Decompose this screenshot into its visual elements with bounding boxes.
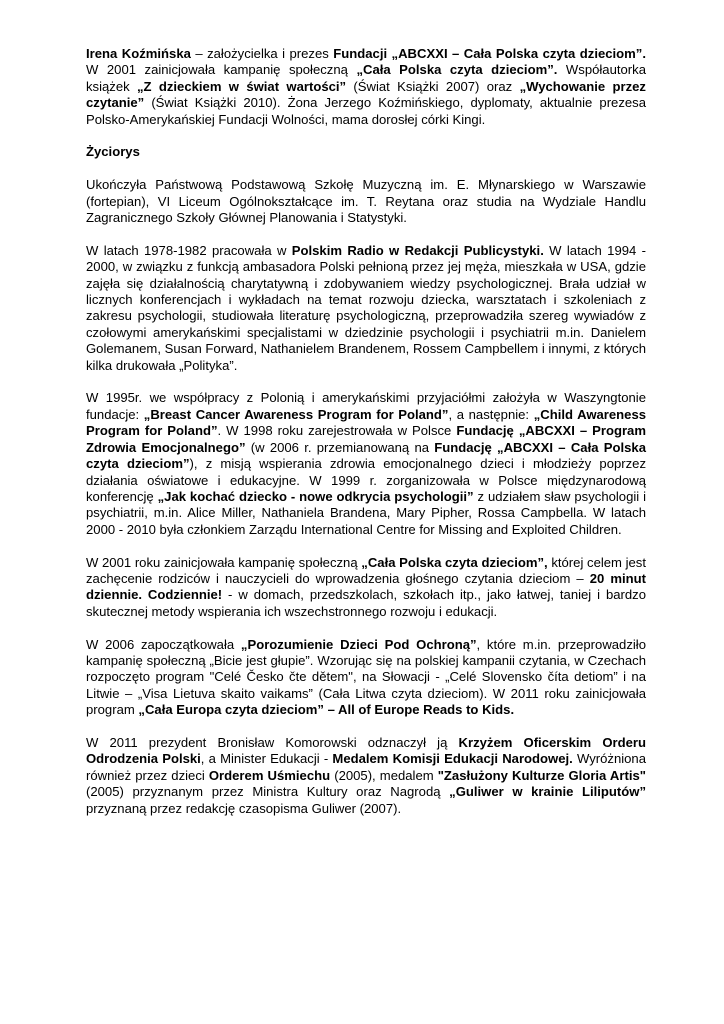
text-run: Ukończyła Państwową Podstawową Szkołę Muzyczną im. E. Młynarskiego w Warszawie (fortepian), VI Liceum Ogólnokształcące im. T. Reytana oraz studia na Wydziale Handlu Zagranicznego Szkoły Głównej Planowania i Statystyki. bbox=[86, 177, 646, 226]
paragraph-radio-usa bbox=[86, 243, 646, 374]
paragraph-foundations bbox=[86, 390, 646, 538]
section-heading: Życiorys bbox=[86, 144, 140, 160]
text-run: z udziałem sław psychologii i psychiatrii, m.in. Alice Miller, Nathaniela Brandena, Mary Pipher, Rossa Campbella. W latach 2000 - 2010 była członkiem Zarządu International Centre for Missing and Exploited Children. bbox=[86, 488, 646, 537]
text-run: – założycielka i prezes bbox=[190, 46, 334, 61]
text-run: przyznaną przez redakcję czasopisma Guliwer (2007). bbox=[86, 800, 402, 816]
bold-text-run: „Breast Cancer Awareness Program for Poland” bbox=[143, 406, 449, 422]
bold-text-run: „Jak kochać dziecko - nowe odkrycia psychologii” bbox=[157, 488, 474, 504]
bold-text-run: „Child Awareness Program for Poland” bbox=[86, 406, 647, 439]
text-run: W 2011 prezydent Bronisław Komorowski odznaczył ją bbox=[86, 734, 459, 750]
document-page bbox=[86, 46, 646, 833]
bold-text-run: „Cała Polska czyta dzieciom”. bbox=[356, 62, 558, 78]
bold-text-run: Fundacji „ABCXXI – Cała Polska czyta dzieciom”. bbox=[333, 46, 646, 61]
bold-text-run: „Porozumienie Dzieci Pod Ochroną” bbox=[240, 636, 477, 652]
bold-text-run: „Guliwer w krainie Liliputów” bbox=[449, 784, 646, 800]
bold-text-run: Medalem Komisji Edukacji Narodowej. bbox=[332, 751, 573, 767]
text-run: W 2006 zapoczątkowała bbox=[86, 636, 241, 652]
text-run: W latach 1978-1982 pracowała w bbox=[86, 242, 292, 258]
text-run: W 2001 roku zainicjowała kampanię społeczną bbox=[86, 554, 362, 570]
paragraph-awards bbox=[86, 735, 646, 817]
bold-text-run: „Cała Europa czyta dzieciom” – All of Europe Reads to Kids. bbox=[138, 702, 515, 718]
bold-text-run: „Wychowanie przez czytanie” bbox=[86, 78, 646, 111]
paragraph-education bbox=[86, 177, 646, 226]
text-run: ), z misją wspierania zdrowia emocjonalnego dzieci i młodzieży poprzez działania oświatowe i edukacyjne. W 1999 r. zorganizowała w Polsce międzynarodową konferencję bbox=[86, 456, 646, 504]
text-run: Współautorka książek bbox=[86, 62, 646, 94]
text-run: (2005) przyznanym przez Ministra Kultury oraz Nagrodą bbox=[86, 784, 450, 800]
bold-text-run: Fundację „ABCXXI – Cała Polska czyta dzieciom” bbox=[86, 439, 646, 472]
bold-text-run: Irena Koźmińska bbox=[86, 46, 191, 61]
bold-text-run: Polskim Radio w Redakcji Publicystyki. bbox=[291, 242, 544, 258]
text-run: (Świat Książki 2010). Żona Jerzego Koźmińskiego, dyplomaty, aktualnie prezesa Polsko-Amerykańskiej Fundacji Wolności, mama dorosłej córki Kingi. bbox=[86, 95, 646, 127]
text-run: W latach 1994 - 2000, w związku z funkcją ambasadora Polski pełnioną przez jej męża, mieszkała w USA, gdzie zajęła się działalnością charytatywną i zdobywaniem wiedzy psychologicznej. Brała udział w licznych konferencjach i wykładach na temat rozwoju dziecka, warsztatach i szkoleniach z zakresu psychologii, studiowała literaturę psychologiczną, przeprowadziła szereg wywiadów z czołowymi amerykańskimi specjalistami w dziedzinie psychologii i psychiatrii m.in. Danielem Golemanem, Susan Forward, Nathanielem Brandenem, Rossem Campbellem i innymi, z których kilka drukowała „Polityka”. bbox=[86, 242, 647, 373]
text-run: (2005), medalem bbox=[330, 767, 438, 783]
text-run: W 1995r. we współpracy z Polonią i amerykańskimi przyjaciółmi założyła w Waszyngtonie fundacje: bbox=[86, 390, 646, 422]
bold-text-run: 20 minut dziennie. Codziennie! bbox=[86, 570, 646, 603]
intro-paragraph bbox=[86, 46, 646, 128]
text-run: , a Minister Edukacji - bbox=[200, 751, 333, 767]
paragraph-child-protection bbox=[86, 637, 646, 719]
text-run: - w domach, przedszkolach, szkołach itp., jako łatwej, taniej i bardzo skutecznej metody wspierania ich wszechstronnego rozwoju i edukacji. bbox=[86, 587, 646, 619]
bold-text-run: "Zasłużony Kulturze Gloria Artis" bbox=[437, 767, 646, 783]
paragraph-reading-campaign bbox=[86, 555, 646, 621]
text-run: której celem jest zachęcenie rodziców i nauczycieli do wprowadzenia głośnego czytania dzieciom – bbox=[86, 554, 646, 586]
bold-text-run: „Z dzieckiem w świat wartości” bbox=[137, 78, 347, 94]
text-run: , które m.in. przeprowadziło kampanię społeczną „Bicie jest głupie”. Wzorując się na polskiej kampanii czytania, w Czechach rozpoczęto program "Celé Česko čte dětem", na Słowacji - „Celé Slovensko číta detiom” i na Litwie – „Visa Lietuva skaito vaikams” (Cała Litwa czyta dzieciom). W 2011 roku zainicjowała program bbox=[86, 636, 646, 718]
text-run: . W 1998 roku zarejestrowała w Polsce bbox=[217, 423, 457, 439]
text-run: W 2001 zainicjowała kampanię społeczną bbox=[86, 62, 357, 78]
bold-text-run: Orderem Uśmiechu bbox=[208, 767, 331, 783]
text-run: , a następnie: bbox=[448, 406, 534, 422]
bold-text-run: Fundację „ABCXXI – Program Zdrowia Emocjonalnego” bbox=[86, 423, 646, 455]
bold-text-run: Krzyżem Oficerskim Orderu Odrodzenia Polski bbox=[86, 734, 646, 767]
text-run: Wyróżniona również przez dzieci bbox=[86, 751, 647, 783]
text-run: (Świat Książki 2007) oraz bbox=[346, 78, 520, 94]
text-run: (w 2006 r. przemianowaną na bbox=[245, 439, 435, 455]
bold-text-run: „Cała Polska czyta dzieciom”, bbox=[361, 554, 548, 570]
